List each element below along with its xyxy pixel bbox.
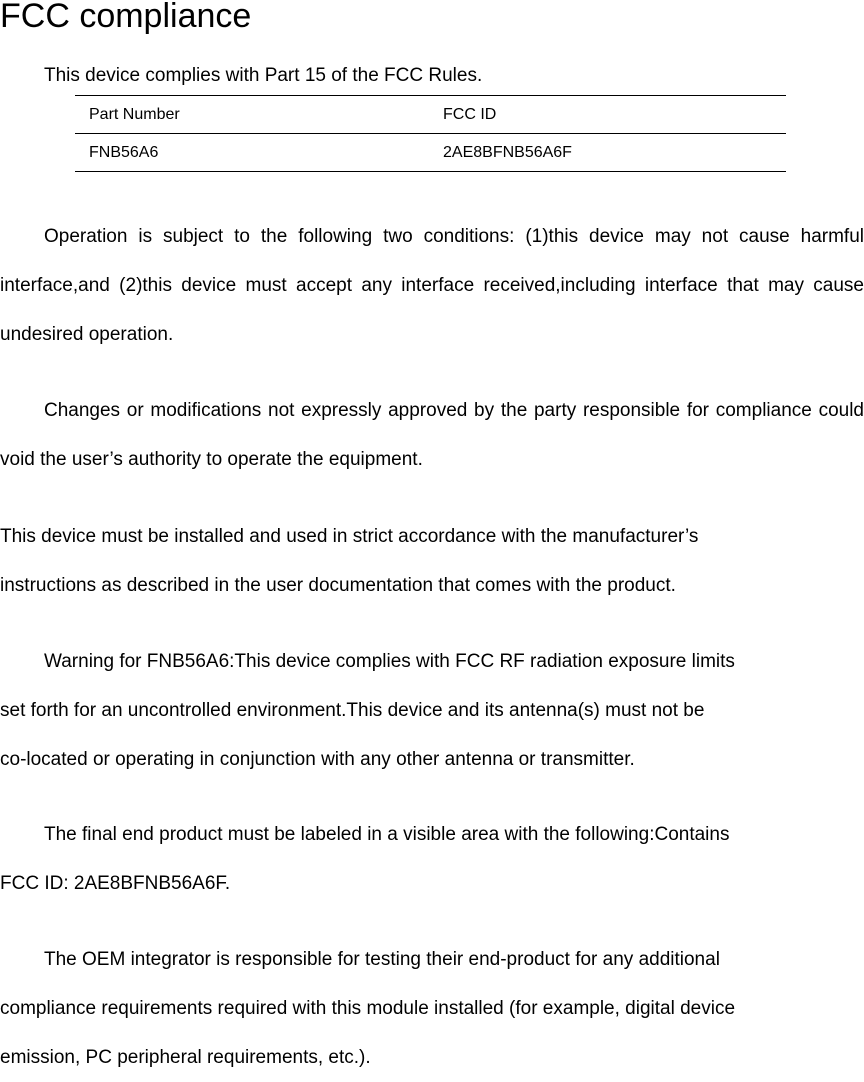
page-title: FCC compliance bbox=[0, 0, 252, 35]
label-line: The final end product must be labeled in a visible area with the following:Contains bbox=[44, 824, 730, 845]
intro-statement: This device complies with Part 15 of the FCC Rules. bbox=[44, 65, 483, 86]
installation-paragraph bbox=[0, 512, 864, 610]
installation-line: instructions as described in the user documentation that comes with the product. bbox=[0, 575, 676, 596]
table-row bbox=[75, 134, 786, 172]
warning-line: Warning for FNB56A6:This device complies with FCC RF radiation exposure limits bbox=[44, 651, 735, 672]
oem-line: compliance requirements required with this module installed (for example, digital device bbox=[0, 998, 736, 1019]
installation-line: This device must be installed and used in strict accordance with the manufacturer’s bbox=[0, 526, 699, 547]
operation-paragraph: Operation is subject to the following two conditions: (1)this device may not cause harmful interface,and (2)this device must accept any interface received,including interface that may cause undesired operation. bbox=[0, 226, 864, 345]
header-fcc-id: FCC ID bbox=[443, 105, 497, 123]
cell-part-number: FNB56A6 bbox=[89, 143, 159, 161]
warning-line: co-located or operating in conjunction with any other antenna or transmitter. bbox=[0, 749, 635, 770]
table-header-row bbox=[75, 96, 786, 134]
label-line: FCC ID: 2AE8BFNB56A6F. bbox=[0, 873, 231, 894]
part-id-table bbox=[75, 95, 786, 172]
warning-paragraph bbox=[0, 637, 864, 784]
header-part-number: Part Number bbox=[89, 105, 180, 123]
cell-fcc-id: 2AE8BFNB56A6F bbox=[443, 143, 572, 161]
oem-paragraph bbox=[0, 935, 864, 1082]
changes-paragraph: Changes or modifications not expressly approved by the party responsible for compliance could void the user’s authority to operate the equipment. bbox=[0, 400, 864, 470]
label-paragraph bbox=[0, 810, 864, 908]
oem-line: emission, PC peripheral requirements, etc.). bbox=[0, 1047, 371, 1068]
oem-line: The OEM integrator is responsible for testing their end-product for any additional bbox=[44, 949, 720, 970]
warning-line: set forth for an uncontrolled environment.This device and its antenna(s) must not be bbox=[0, 700, 705, 721]
